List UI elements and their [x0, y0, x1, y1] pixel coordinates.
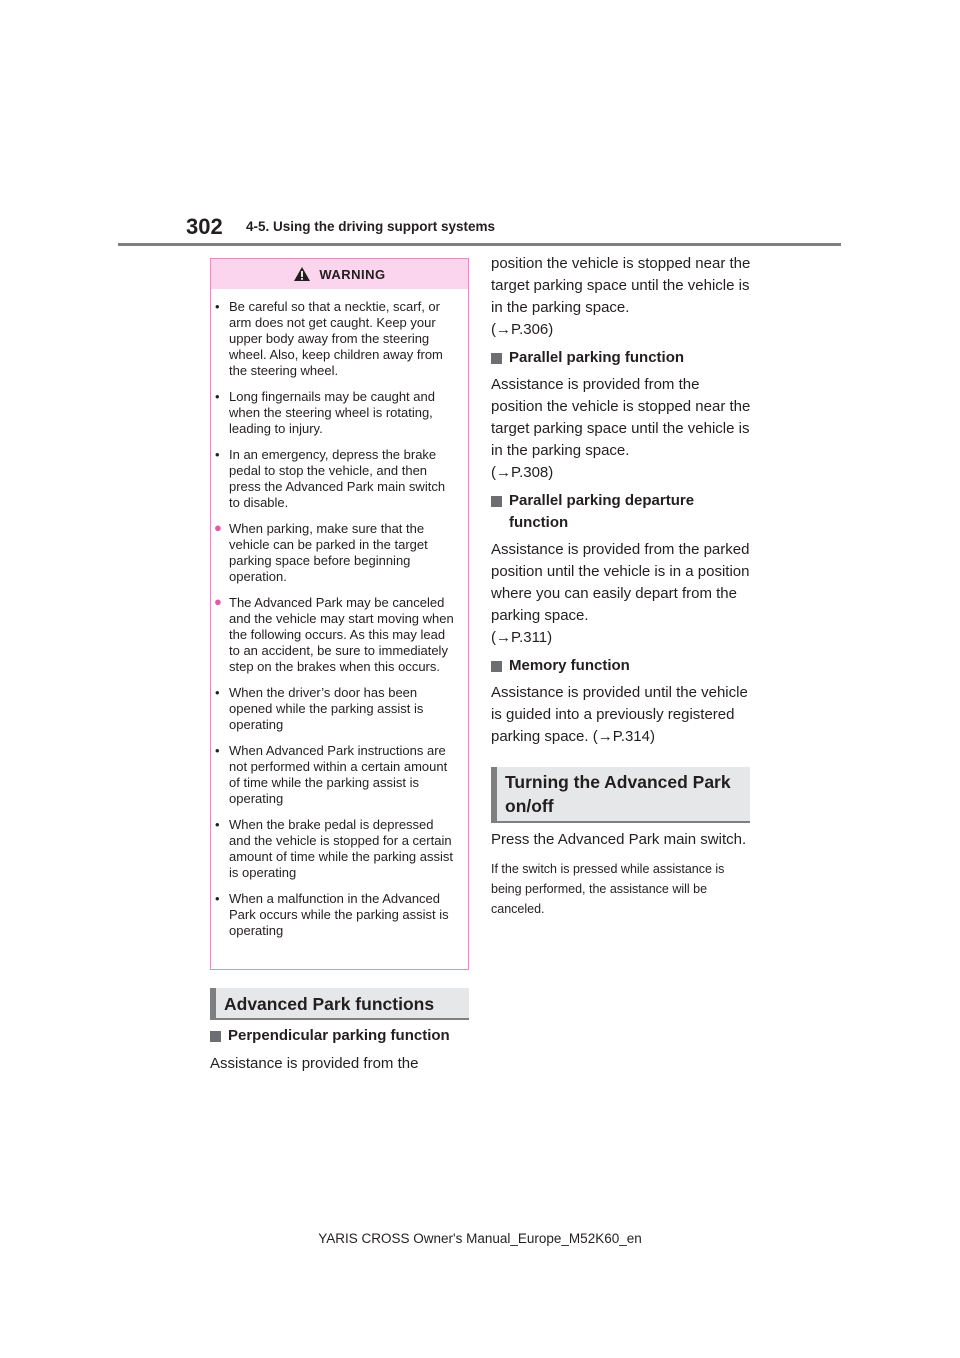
circle-bullet-icon: ●	[214, 520, 222, 535]
onoff-note: If the switch is pressed while assistance is being performed, the assistance will be canceled.	[491, 862, 725, 916]
departure-text: Assistance is provided from the parked position until the vehicle is in a position where you can easily depart from the parking space.	[491, 541, 750, 624]
perpendicular-text-start: Assistance is provided from the	[210, 1055, 419, 1072]
warning-header	[211, 259, 468, 289]
warning-item	[215, 891, 458, 939]
warning-item-text: When the brake pedal is depressed and the vehicle is stopped for a certain amount of time while the parking assist is operating	[229, 817, 453, 880]
bullet-icon: •	[215, 891, 220, 906]
parallel-title: Parallel parking function	[491, 347, 753, 369]
memory-text: Assistance is provided until the vehicle is guided into a previously registered parking space. (→P.314)	[491, 684, 748, 745]
footer-text: YARIS CROSS Owner's Manual_Europe_M52K60_en	[318, 1231, 642, 1246]
perpendicular-title: Perpendicular parking function	[210, 1025, 472, 1047]
warning-item-text: When Advanced Park instructions are not performed within a certain amount of time while the parking assist is operating	[229, 743, 448, 806]
warning-item-text: Long fingernails may be caught and when the steering wheel is rotating, leading to injury.	[229, 389, 435, 436]
warning-item-text: Be careful so that a necktie, scarf, or arm does not get caught. Keep your upper body away from the steering wheel. Also, keep children away from the steering wheel.	[229, 299, 443, 378]
warning-triangle-icon	[293, 266, 311, 282]
warning-list	[211, 289, 468, 939]
onoff-text: Press the Advanced Park main switch.	[491, 831, 747, 848]
warning-item-text: The Advanced Park may be canceled and the vehicle may start moving when the following occurs. As this may lead to an accident, be sure to immediately step on the brakes when this occurs.	[229, 595, 454, 674]
warning-item	[215, 389, 458, 437]
warning-item	[215, 299, 458, 379]
section-title: 4-5. Using the driving support systems	[246, 219, 496, 234]
circle-bullet-icon: ●	[214, 594, 222, 609]
parallel-ref: (→P.308)	[491, 464, 554, 481]
warning-item-text: When the driver’s door has been opened while the parking assist is operating	[229, 685, 424, 732]
bullet-icon: •	[215, 299, 220, 314]
parallel-text: Assistance is provided from the position the vehicle is stopped near the target parking space until the vehicle is in the parking space.	[491, 376, 751, 459]
bullet-icon: •	[215, 389, 220, 404]
functions-heading: Advanced Park functions	[210, 988, 469, 1020]
bullet-icon: •	[215, 447, 220, 462]
perpendicular-text-cont: position the vehicle is stopped near the target parking space until the vehicle is in the parking space.	[491, 255, 751, 316]
warning-item	[215, 685, 458, 733]
warning-item	[215, 447, 458, 511]
square-bullet-icon	[491, 661, 502, 672]
departure-ref: (→P.311)	[491, 629, 553, 646]
square-bullet-icon	[210, 1031, 221, 1042]
warning-item-text: When a malfunction in the Advanced Park occurs while the parking assist is operating	[229, 891, 449, 938]
warning-item-text: In an emergency, depress the brake pedal to stop the vehicle, and then press the Advanced Park main switch to disable.	[229, 447, 446, 510]
warning-item	[214, 594, 458, 675]
onoff-heading: Turning the Advanced Park on/off	[491, 767, 750, 823]
header-divider	[118, 243, 841, 246]
left-column-text	[210, 1025, 472, 1075]
onoff-text-block	[491, 829, 753, 919]
bullet-icon: •	[215, 743, 220, 758]
warning-item	[215, 743, 458, 807]
bullet-icon: •	[215, 685, 220, 700]
square-bullet-icon	[491, 496, 502, 507]
perpendicular-ref: (→P.306)	[491, 321, 554, 338]
right-column-text	[491, 253, 753, 748]
warning-title: WARNING	[319, 266, 386, 282]
bullet-icon: •	[215, 817, 220, 832]
warning-item-text: When parking, make sure that the vehicle can be parked in the target parking space before beginning operation.	[229, 521, 428, 584]
square-bullet-icon	[491, 353, 502, 364]
departure-title: Parallel parking departure function	[491, 490, 753, 534]
memory-title: Memory function	[491, 655, 753, 677]
page-number: 302	[186, 214, 223, 239]
warning-item	[214, 520, 458, 585]
warning-box	[210, 258, 469, 970]
warning-item	[215, 817, 458, 881]
